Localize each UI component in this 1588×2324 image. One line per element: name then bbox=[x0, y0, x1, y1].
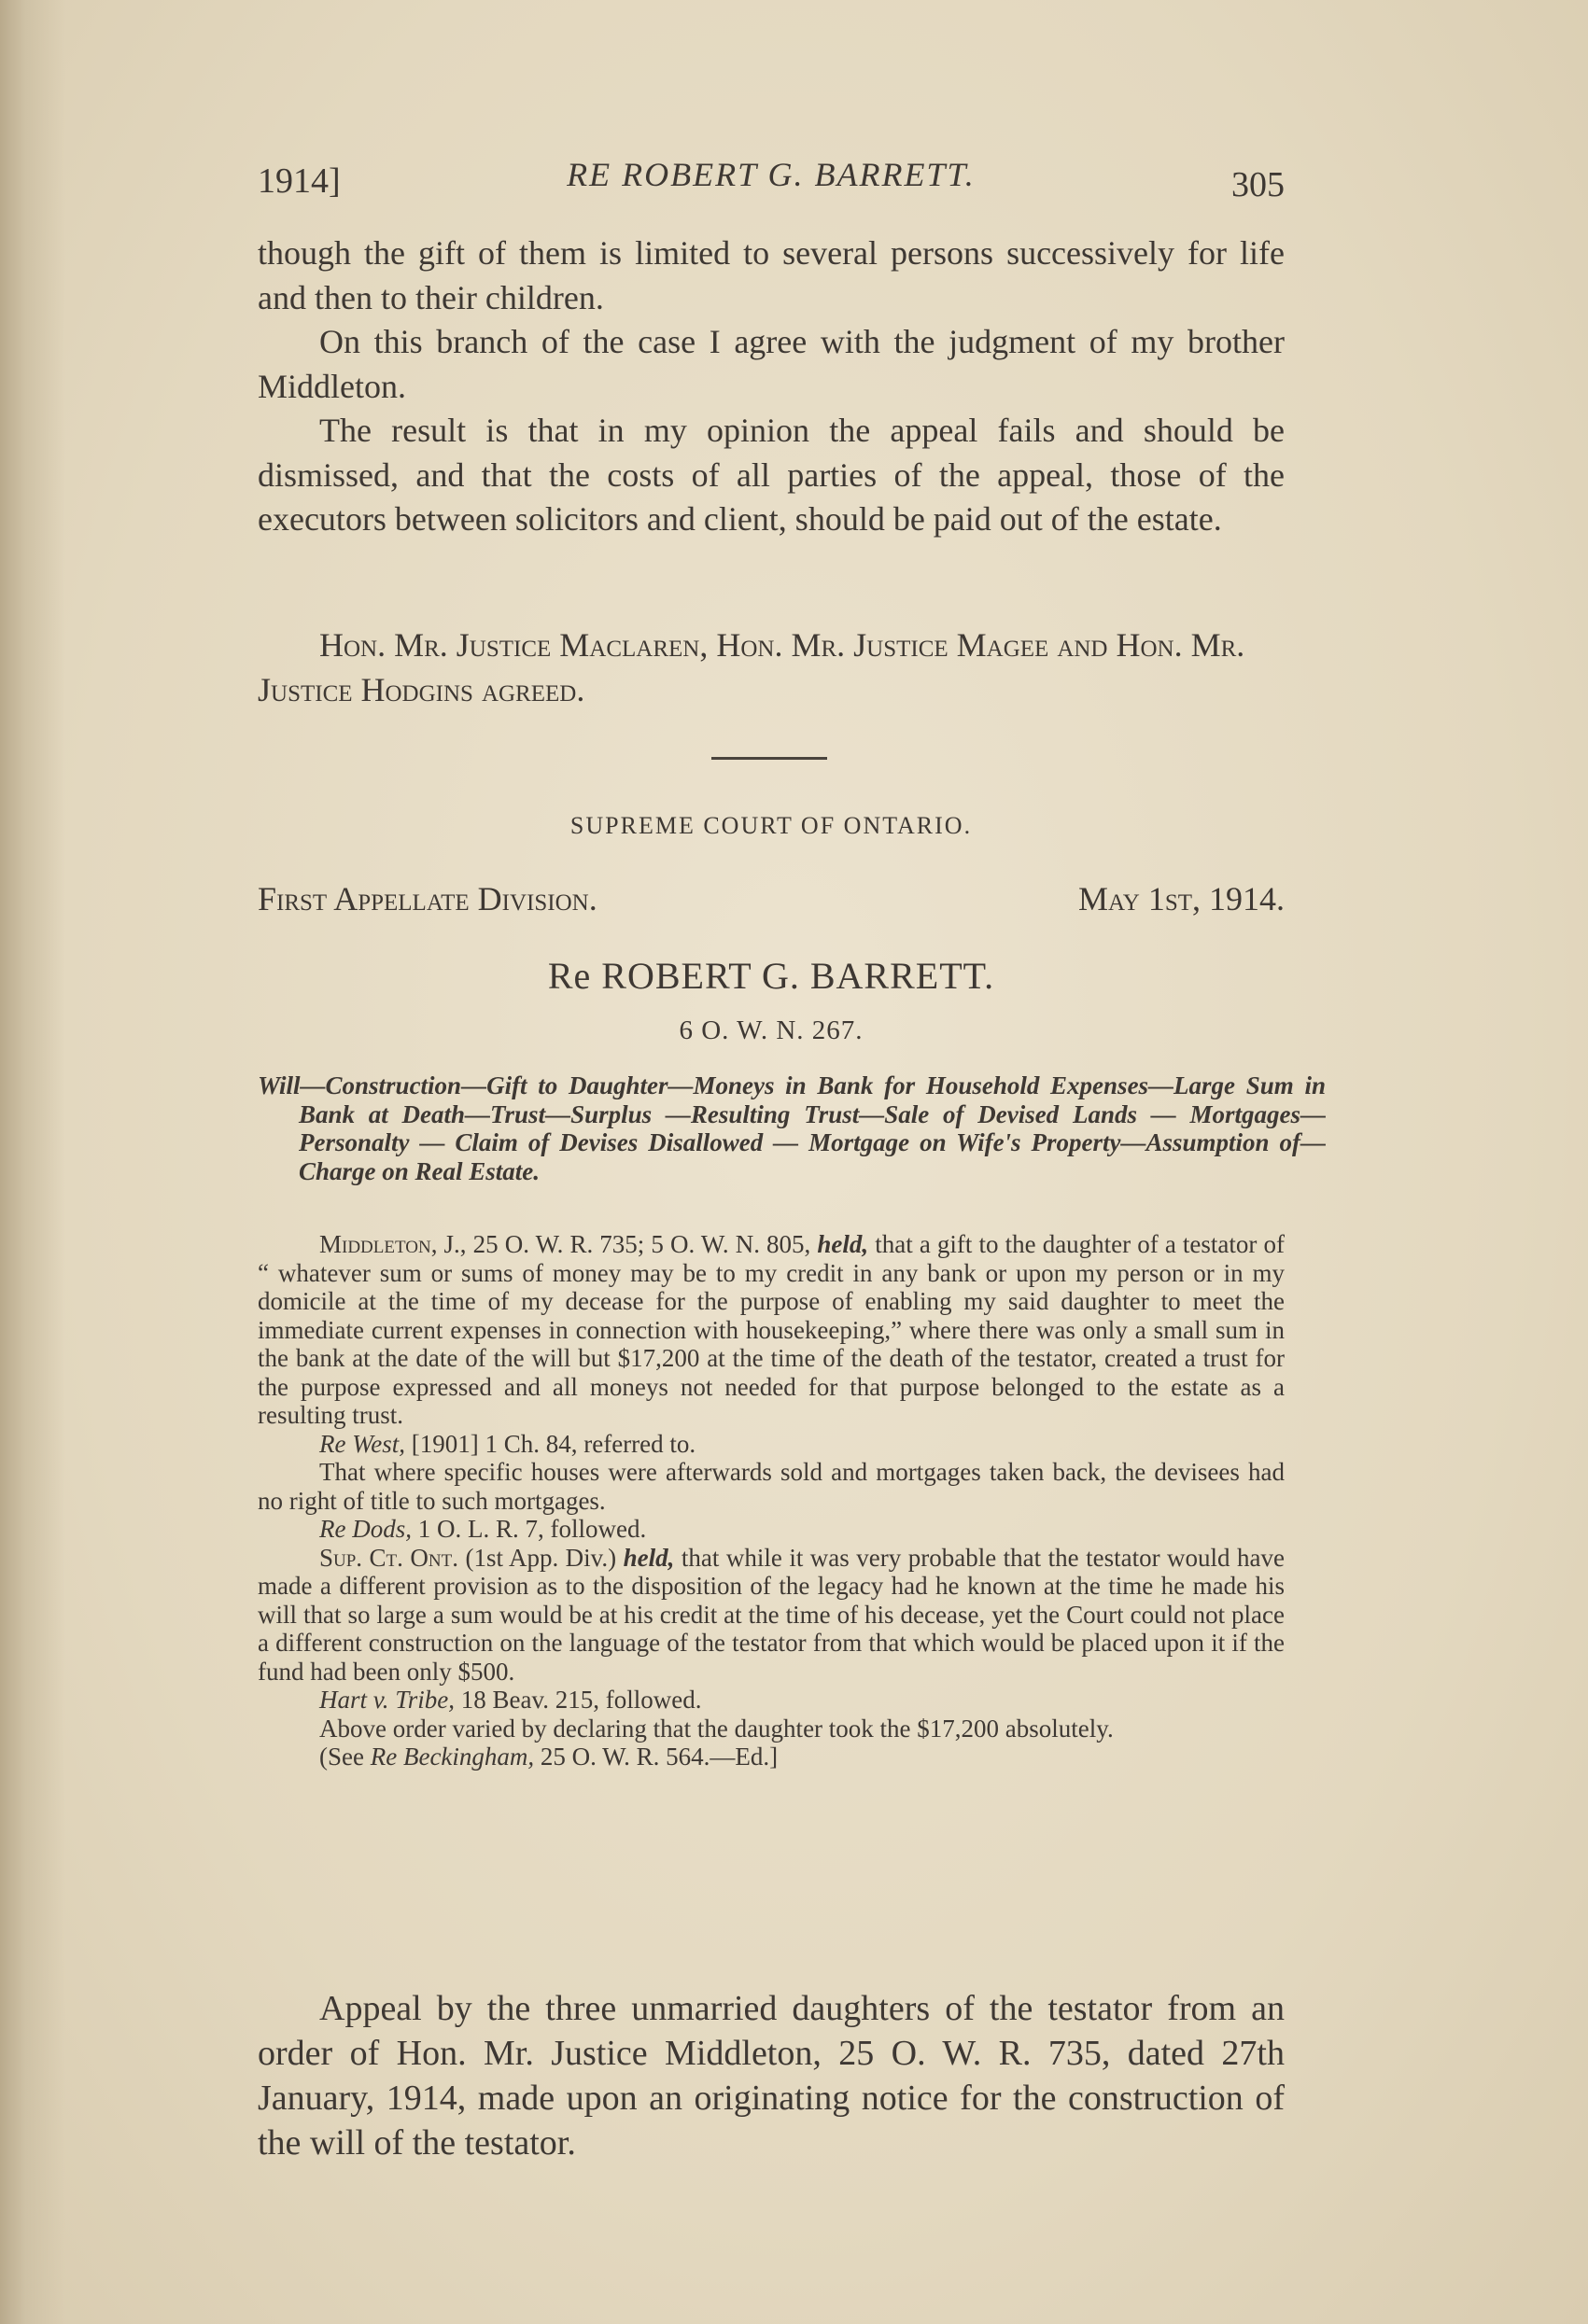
section-divider bbox=[711, 757, 827, 760]
summary-text: that a gift to the daughter of a testator of “ whatever sum or sums of money may be to my credit in any bank or upon my person or in my domicile at the time of my decease for the purpose of enabling my said daughter to meet the immediate current expenses in connection with housekeeping,” where there was only a small sum in the bank at the date of the will but $17,200 at the time of the death of the testator, created a trust for the purpose expressed and all moneys not needed for that purpose belonged to the estate as a resulting trust. bbox=[258, 1230, 1285, 1429]
opinion-paragraph: The result is that in my opinion the appeal fails and should be dismissed, and that the costs of all parties of the appeal, those of the executors between solicitors and client, should be paid out of the estate. bbox=[258, 412, 1285, 538]
summary-paragraph: Above order varied by declaring that the daughter took the $17,200 absolutely. bbox=[319, 1714, 1114, 1743]
summary-paragraph bbox=[258, 1430, 1285, 1459]
citation-text: 25 O. W. R. 564.—Ed.] bbox=[534, 1743, 779, 1771]
bracket-open: (See bbox=[319, 1743, 371, 1771]
opinion-conclusion bbox=[258, 231, 1285, 542]
headnote-keywords: Will—Construction—Gift to Daughter—Moneys in Bank for Household Expenses—Large Sum in Bank at Death—Trust—Surplus —Resulting Trust—Sale of Devised Lands — Mortgages—Personalty — Claim of Devises Disallowed — Mortgage on Wife's Property—Assumption of—Charge on Real Estate. bbox=[258, 1071, 1326, 1185]
division-line bbox=[258, 879, 1285, 926]
opinion-paragraph: though the gift of them is limited to several persons successively for life and then to their children. bbox=[258, 234, 1285, 316]
reporter-summary bbox=[258, 1230, 1285, 1771]
judge-name: Middleton bbox=[319, 1230, 431, 1258]
appeal-statement bbox=[258, 1986, 1285, 2165]
court-name: SUPREME COURT OF ONTARIO. bbox=[569, 812, 973, 839]
opinion-paragraph: On this branch of the case I agree with the judgment of my brother Middleton. bbox=[258, 323, 1285, 405]
summary-paragraph: That where specific houses were afterwards sold and mortgages taken back, the devisees had no right of title to such mortgages. bbox=[258, 1458, 1285, 1515]
concurring-judges: Hon. Mr. Justice Maclaren, Hon. Mr. Justice Magee and Hon. Mr. Justice Hodgins agreed. bbox=[258, 626, 1245, 708]
division-name: First Appellate Division. bbox=[258, 880, 597, 917]
header-year: 1914] bbox=[258, 161, 341, 201]
citation-text: 1 O. L. R. 7, followed. bbox=[411, 1515, 647, 1543]
citation-text: [1901] 1 Ch. 84, referred to. bbox=[404, 1429, 696, 1458]
case-reference: Re Dods, bbox=[319, 1515, 412, 1543]
summary-paragraph bbox=[258, 1230, 1285, 1430]
appeal-paragraph: Appeal by the three unmarried daughters of the testator from an order of Hon. Mr. Justice Middleton, 25 O. W. R. 735, dated 27th January, 1914, made upon an originating notice for the construction of the will of the testator. bbox=[258, 1989, 1285, 2163]
case-reference: Hart v. Tribe, bbox=[319, 1686, 456, 1714]
held-label: held, bbox=[623, 1543, 675, 1572]
summary-paragraph bbox=[258, 1686, 1285, 1715]
running-header bbox=[258, 151, 1285, 207]
page-gutter-shadow bbox=[0, 0, 65, 2324]
citation-text: 18 Beav. 215, followed. bbox=[455, 1686, 702, 1714]
summary-paragraph bbox=[258, 1544, 1285, 1687]
case-reference: Re Beckingham, bbox=[370, 1743, 535, 1771]
division-abbreviation: (1st App. Div.) bbox=[457, 1543, 624, 1572]
case-title: Re ROBERT G. BARRETT. bbox=[547, 955, 995, 997]
citation-text: , J., 25 O. W. R. 735; 5 O. W. N. 805, bbox=[430, 1230, 818, 1258]
summary-paragraph bbox=[258, 1743, 1285, 1771]
decision-date: May 1st, 1914. bbox=[1078, 880, 1285, 917]
case-reference: Re West, bbox=[319, 1429, 405, 1458]
summary-text: that while it was very probable that the testator would have made a different provision as to the disposition of the legacy had he known at the time he made his will that so large a sum would be at his credit at the time of his decease, yet the Court could not place a different construction on the language of the testator from that which would be placed upon it if the fund had been only $500. bbox=[258, 1543, 1286, 1686]
held-label: held, bbox=[817, 1230, 869, 1258]
case-citation: 6 O. W. N. 267. bbox=[679, 1015, 864, 1045]
page-number: 305 bbox=[1231, 165, 1285, 204]
summary-paragraph bbox=[258, 1515, 1285, 1544]
court-abbreviation: Sup. Ct. Ont. bbox=[319, 1543, 458, 1572]
header-running-title: RE ROBERT G. BARRETT. bbox=[567, 156, 976, 193]
